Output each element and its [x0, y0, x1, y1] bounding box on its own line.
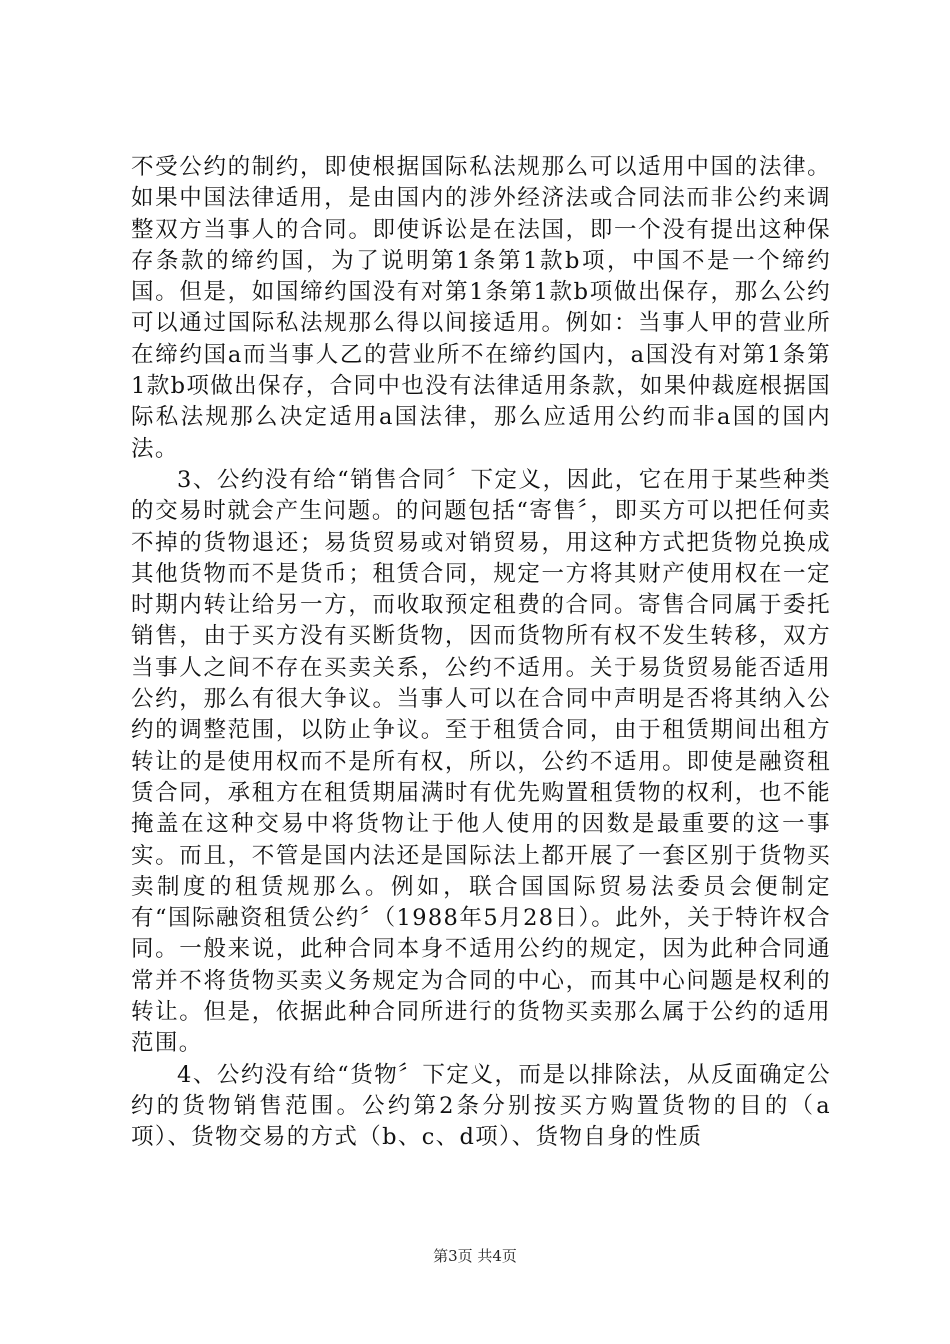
paragraph-item-4: 4、公约没有给“货物〞下定义，而是以排除法，从反面确定公约的货物销售范围。公约第2条分别按买方购置货物的目的（a项）、货物交易的方式（b、c、d项）、货物自身的性质 [131, 1061, 831, 1151]
paragraph-item-3: 3、公约没有给“销售合同〞下定义，因此，它在用于某些种类的交易时就会产生问题。的问题包括“寄售〞，即买方可以把任何卖不掉的货物退还；易货贸易或对销贸易，用这种方式把货物兑换成其他货物而不是货币；租赁合同，规定一方将其财产使用权在一定时期内转让给另一方，而收取预定租费的合同。寄售合同属于委托销售，由于买方没有买断货物，因而货物所有权不发生转移，双方当事人之间不存在买卖关系，公约不适用。关于易货贸易能否适用公约，那么有很大争议。当事人可以在合同中声明是否将其纳入公约的调整范围，以防止争议。至于租赁合同，由于租赁期间出租方转让的是使用权而不是所有权，所以，公约不适用。即使是融资租赁合同，承租方在租赁期届满时有优先购置租赁物的权利，也不能掩盖在这种交易中将货物让于他人使用的因数是最重要的这一事实。而且，不管是国内法还是国际法上都开展了一套区别于货物买卖制度的租赁规那么。例如，联合国国际贸易法委员会便制定有“国际融资租赁公约〞（1988年5月28日）。此外，关于特许权合同。一般来说，此种合同本身不适用公约的规定，因为此种合同通常并不将货物买卖义务规定为合同的中心，而其中心问题是权利的转让。但是，依据此种合同所进行的货物买卖那么属于公约的适用范围。 [131, 466, 831, 1057]
document-body [131, 152, 831, 1154]
paragraph-continued: 不受公约的制约，即使根据国际私法规那么可以适用中国的法律。如果中国法律适用，是由国内的涉外经济法或合同法而非公约来调整双方当事人的合同。即使诉讼是在法国，即一个没有提出这种保存条款的缔约国，为了说明第1条第1款b项，中国不是一个缔约国。但是，如国缔约国没有对第1条第1款b项做出保存，那么公约可以通过国际私法规那么得以间接适用。例如：当事人甲的营业所在缔约国a而当事人乙的营业所不在缔约国内，a国没有对第1条第1款b项做出保存，合同中也没有法律适用条款，如果仲裁庭根据国际私法规那么决定适用a国法律，那么应适用公约而非a国的国内法。 [131, 154, 831, 462]
page-number-footer: 第3页 共4页 [433, 1247, 517, 1265]
